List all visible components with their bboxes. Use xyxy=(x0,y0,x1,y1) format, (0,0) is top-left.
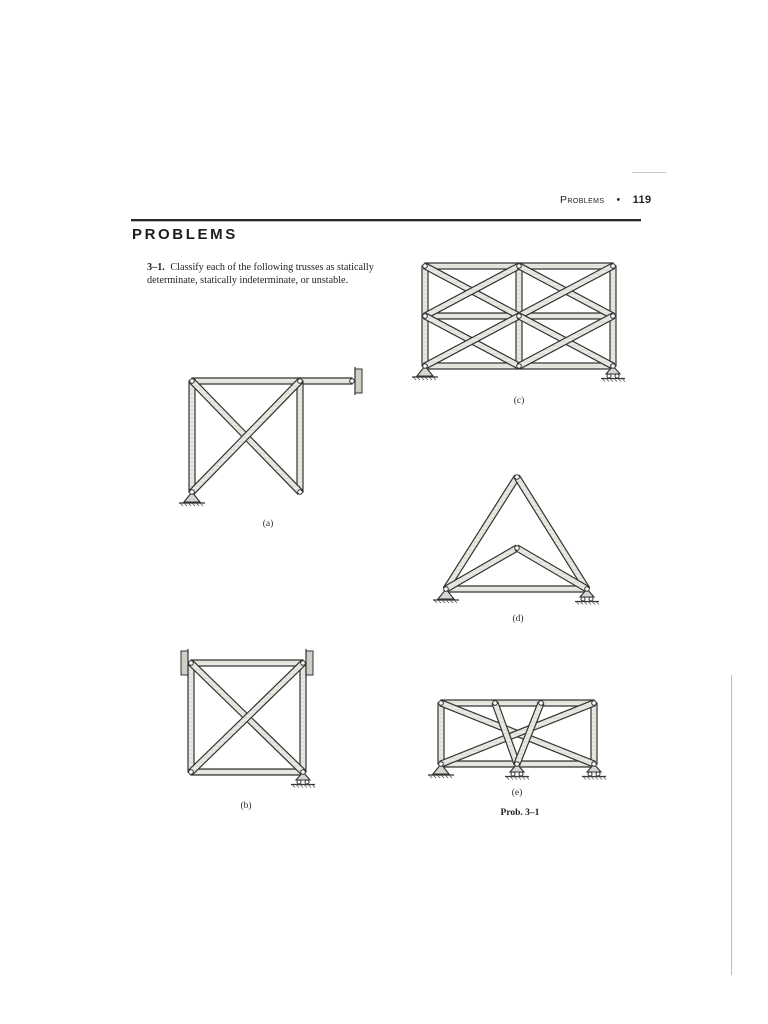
roller xyxy=(588,772,592,776)
joint-pin xyxy=(585,587,590,592)
truss-member xyxy=(514,475,589,590)
truss-member xyxy=(189,381,195,492)
joint-pin xyxy=(189,661,194,666)
joint-pin xyxy=(515,762,520,767)
truss-d xyxy=(433,475,599,605)
truss-c xyxy=(412,263,625,382)
truss-member xyxy=(191,660,303,666)
page-edge-line xyxy=(731,675,732,975)
header-separator: • xyxy=(616,195,621,206)
truss-b xyxy=(181,649,315,788)
wall-support xyxy=(355,369,362,393)
roller xyxy=(297,780,301,784)
roller xyxy=(511,772,515,776)
joint-pin xyxy=(189,770,194,775)
joint-pin xyxy=(517,314,522,319)
problem-number: 3–1. xyxy=(147,262,165,273)
roller xyxy=(596,772,600,776)
roller xyxy=(589,597,593,601)
joint-pin xyxy=(298,379,303,384)
joint-pin xyxy=(301,770,306,775)
figure-label-b: (b) xyxy=(240,801,252,811)
joint-pin xyxy=(190,490,195,495)
wall-support xyxy=(181,651,188,675)
figure-label-a: (a) xyxy=(262,519,274,529)
figure-label-e: (e) xyxy=(511,788,523,798)
running-title: Problems xyxy=(560,194,605,206)
page-number: 119 xyxy=(632,194,652,206)
joint-pin xyxy=(423,314,428,319)
truss-member xyxy=(591,703,597,764)
joint-pin xyxy=(611,364,616,369)
joint-pin xyxy=(592,762,597,767)
joint-pin xyxy=(517,264,522,269)
joint-pin xyxy=(517,364,522,369)
roller xyxy=(305,780,309,784)
joint-pin xyxy=(298,490,303,495)
joint-pin xyxy=(301,661,306,666)
joint-pin xyxy=(350,379,355,384)
figure-label-c: (c) xyxy=(513,396,525,406)
joint-pin xyxy=(439,762,444,767)
truss-member xyxy=(297,381,303,492)
joint-pin xyxy=(592,701,597,706)
joint-pin xyxy=(611,314,616,319)
joint-pin xyxy=(423,264,428,269)
truss-member xyxy=(300,378,352,384)
truss-member xyxy=(438,703,444,764)
joint-pin xyxy=(444,587,449,592)
truss-a xyxy=(179,367,362,506)
joint-pin xyxy=(539,701,544,706)
joint-pin xyxy=(611,264,616,269)
roller xyxy=(519,772,523,776)
joint-pin xyxy=(423,364,428,369)
truss-e xyxy=(428,700,606,780)
truss-member xyxy=(192,378,300,384)
joint-pin xyxy=(190,379,195,384)
joint-pin xyxy=(515,546,520,551)
joint-pin xyxy=(439,701,444,706)
figure-label-d: (d) xyxy=(512,614,524,624)
roller xyxy=(581,597,585,601)
joint-pin xyxy=(515,475,520,480)
scan-mark xyxy=(632,172,666,173)
wall-support xyxy=(306,651,313,675)
truss-member xyxy=(191,769,303,775)
truss-member xyxy=(300,663,306,772)
roller xyxy=(615,374,619,378)
truss-member xyxy=(443,475,519,590)
joint-pin xyxy=(493,701,498,706)
roller xyxy=(607,374,611,378)
problem-text: Classify each of the following trusses as statically determinate, statically indeterminate, or unstable. xyxy=(147,262,374,286)
problem-caption: Prob. 3–1 xyxy=(500,808,540,818)
truss-member xyxy=(446,586,587,592)
section-title: PROBLEMS xyxy=(132,226,238,243)
truss-member xyxy=(188,663,194,772)
truss-member xyxy=(441,700,594,706)
